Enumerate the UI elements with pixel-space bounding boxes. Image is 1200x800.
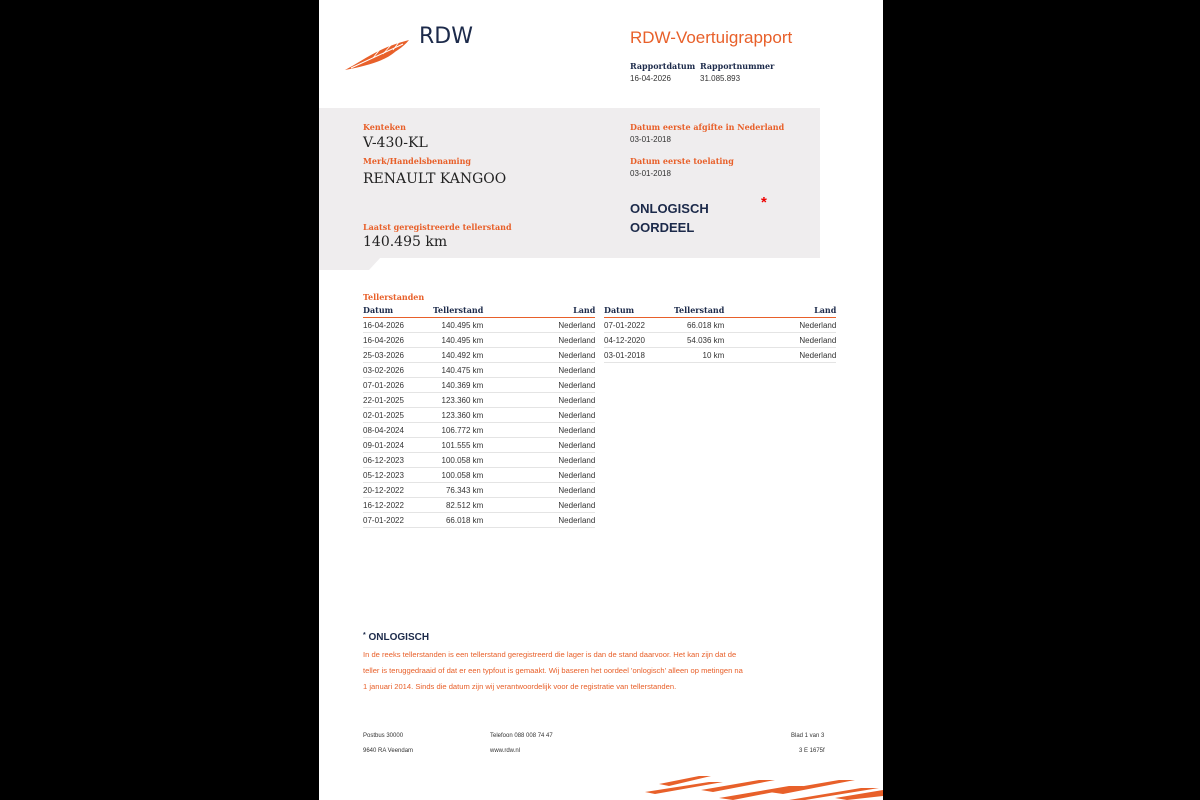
report-number-label: Rapportnummer	[700, 61, 775, 71]
cell-date: 04-12-2020	[604, 333, 674, 348]
cell-country: Nederland	[483, 333, 595, 348]
verdict-asterisk: *	[761, 194, 767, 211]
footer-address1: Postbus 30000	[363, 733, 404, 739]
col-country: Land	[724, 304, 836, 318]
cell-country: Nederland	[483, 423, 595, 438]
report-title: RDW-Voertuigrapport	[630, 28, 793, 47]
footer-phone: Telefoon 088 008 74 47	[490, 733, 553, 739]
col-country: Land	[483, 304, 595, 318]
cell-country: Nederland	[483, 378, 595, 393]
cell-odometer: 10 km	[674, 348, 724, 363]
cell-odometer: 66.018 km	[433, 513, 483, 528]
cell-country: Nederland	[483, 438, 595, 453]
readings-table-left	[363, 304, 595, 528]
cell-odometer: 123.360 km	[433, 408, 483, 423]
cell-country: Nederland	[483, 468, 595, 483]
cell-country: Nederland	[483, 318, 595, 333]
first-admission-label: Datum eerste toelating	[630, 156, 734, 166]
odometer-label: Laatst geregistreerde tellerstand	[363, 222, 512, 232]
table-row	[363, 453, 595, 468]
cell-odometer: 106.772 km	[433, 423, 483, 438]
first-admission-value: 03-01-2018	[630, 169, 671, 178]
cell-country: Nederland	[483, 363, 595, 378]
footer-website[interactable]: www.rdw.nl	[490, 748, 521, 754]
note-line: teller is teruggedraaid of dat er een typfout is gemaakt. Wij baseren het oordeel 'onlogisch' alleen op metingen na	[363, 666, 743, 675]
col-odometer: Tellerstand	[674, 304, 724, 318]
cell-odometer: 140.369 km	[433, 378, 483, 393]
panel-tab-shape	[319, 257, 389, 271]
make-label: Merk/Handelsbenaming	[363, 156, 472, 166]
cell-country: Nederland	[724, 318, 836, 333]
cell-date: 16-04-2026	[363, 333, 433, 348]
note-asterisk: *	[363, 632, 366, 639]
cell-date: 07-01-2022	[604, 318, 674, 333]
table-row	[363, 423, 595, 438]
verdict-line1: ONLOGISCH	[630, 201, 709, 216]
cell-date: 07-01-2026	[363, 378, 433, 393]
table-row	[604, 333, 836, 348]
cell-odometer: 101.555 km	[433, 438, 483, 453]
table-row	[363, 468, 595, 483]
cell-date: 03-02-2026	[363, 363, 433, 378]
cell-country: Nederland	[724, 348, 836, 363]
table-row	[363, 333, 595, 348]
cell-odometer: 76.343 km	[433, 483, 483, 498]
rdw-feather-logo	[343, 34, 413, 74]
table-row	[363, 393, 595, 408]
first-issue-nl-value: 03-01-2018	[630, 135, 671, 144]
col-date: Datum	[604, 304, 674, 318]
table-row	[604, 318, 836, 333]
col-odometer: Tellerstand	[433, 304, 483, 318]
cell-date: 20-12-2022	[363, 483, 433, 498]
plate-value: V-430-KL	[363, 135, 428, 151]
table-row	[363, 348, 595, 363]
footer-code: 3 E 1675f	[799, 748, 825, 754]
table-row	[363, 318, 595, 333]
cell-country: Nederland	[483, 348, 595, 363]
cell-date: 08-04-2024	[363, 423, 433, 438]
cell-odometer: 140.495 km	[433, 318, 483, 333]
readings-title: Tellerstanden	[363, 292, 425, 302]
readings-table-right	[604, 304, 836, 363]
odometer-value: 140.495 km	[363, 234, 448, 250]
make-value: RENAULT KANGOO	[363, 171, 507, 187]
table-row	[363, 513, 595, 528]
cell-country: Nederland	[483, 498, 595, 513]
cell-odometer: 66.018 km	[674, 318, 724, 333]
report-page	[319, 0, 883, 800]
table-row	[363, 378, 595, 393]
brand-name: RDW	[419, 24, 473, 49]
table-row	[363, 498, 595, 513]
cell-country: Nederland	[483, 483, 595, 498]
cell-odometer: 140.492 km	[433, 348, 483, 363]
cell-date: 07-01-2022	[363, 513, 433, 528]
verdict-line2: OORDEEL	[630, 220, 695, 235]
cell-odometer: 82.512 km	[433, 498, 483, 513]
first-issue-nl-label: Datum eerste afgifte in Nederland	[630, 122, 785, 132]
cell-odometer: 140.495 km	[433, 333, 483, 348]
cell-country: Nederland	[483, 453, 595, 468]
report-number-value: 31.085.893	[700, 74, 741, 83]
table-row	[363, 438, 595, 453]
table-row	[363, 483, 595, 498]
cell-date: 22-01-2025	[363, 393, 433, 408]
table-row	[604, 348, 836, 363]
cell-date: 16-12-2022	[363, 498, 433, 513]
cell-country: Nederland	[483, 408, 595, 423]
cell-date: 09-01-2024	[363, 438, 433, 453]
cell-odometer: 140.475 km	[433, 363, 483, 378]
cell-country: Nederland	[483, 513, 595, 528]
note-line: In de reeks tellerstanden is een tellerstand geregistreerd die lager is dan de stand daarvoor. Het kan zijn dat de	[363, 650, 737, 659]
note-title: ONLOGISCH	[368, 632, 430, 643]
note-heading	[363, 632, 429, 643]
cell-country: Nederland	[724, 333, 836, 348]
cell-odometer: 123.360 km	[433, 393, 483, 408]
footer-address2: 9640 RA Veendam	[363, 748, 414, 754]
cell-date: 02-01-2025	[363, 408, 433, 423]
report-date-value: 16-04-2026	[630, 74, 671, 83]
note-line: 1 januari 2014. Sinds die datum zijn wij verantwoordelijk voor de registratie van tellerstanden.	[363, 682, 677, 691]
cell-odometer: 100.058 km	[433, 468, 483, 483]
cell-odometer: 54.036 km	[674, 333, 724, 348]
verdict	[630, 199, 709, 237]
cell-date: 06-12-2023	[363, 453, 433, 468]
report-date-label: Rapportdatum	[630, 61, 696, 71]
cell-date: 25-03-2026	[363, 348, 433, 363]
table-row	[363, 363, 595, 378]
cell-date: 03-01-2018	[604, 348, 674, 363]
col-date: Datum	[363, 304, 433, 318]
plate-label: Kenteken	[363, 122, 406, 132]
cell-date: 05-12-2023	[363, 468, 433, 483]
footer-page: Blad 1 van 3	[791, 733, 825, 739]
decorative-stripes	[639, 772, 883, 800]
table-row	[363, 408, 595, 423]
note-body	[363, 647, 863, 695]
cell-odometer: 100.058 km	[433, 453, 483, 468]
cell-country: Nederland	[483, 393, 595, 408]
cell-date: 16-04-2026	[363, 318, 433, 333]
